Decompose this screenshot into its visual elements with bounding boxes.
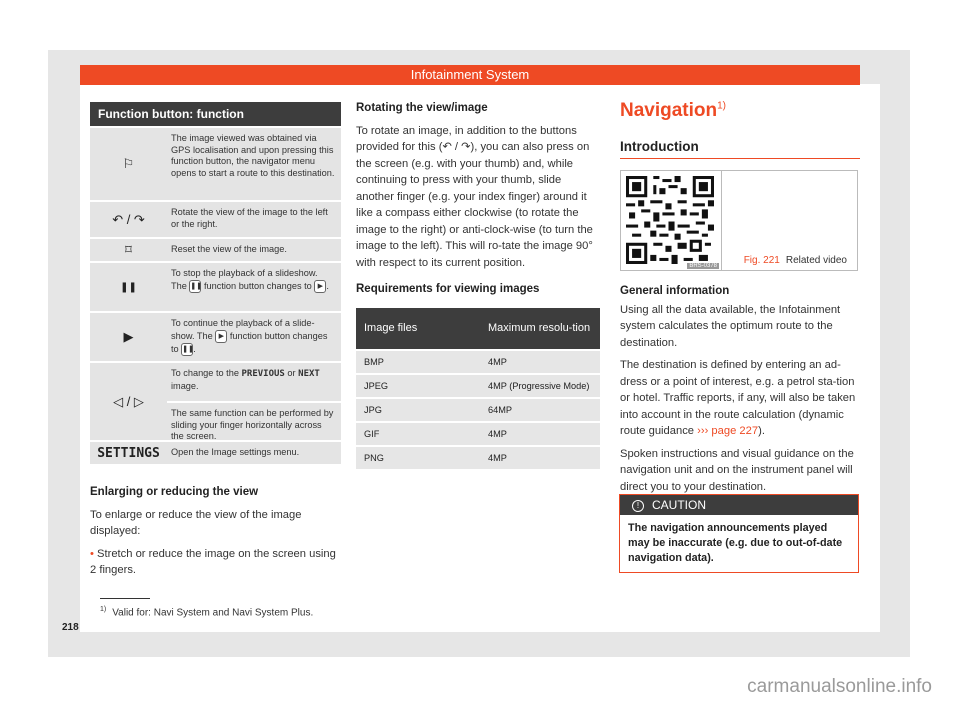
watermark: carmanualsonline.info: [747, 676, 932, 697]
table-row: PNG 4MP: [356, 445, 600, 469]
col-image-files: Image files: [364, 322, 418, 334]
guidance-paragraph: Spoken instructions and visual guidance on the navigation unit and on the instrument panel will direct you to your destination.: [620, 447, 854, 493]
rotate-icon: ↶ / ↷: [442, 141, 471, 153]
row-text: The image viewed was obtained via GPS localisation and upon pressing this function button, the navigator menu opens to start a route to this destination.: [171, 133, 335, 178]
footnote: $^{1)}$ Valid for: Navi System and Navi System Plus.: [100, 606, 314, 619]
general-info-paragraph: Using all the data available, the Infotainment system calculates the optimum route to the destination.: [620, 303, 841, 349]
table-row: GIF 4MP: [356, 421, 600, 445]
image-table-header: [356, 308, 600, 349]
caution-box: [619, 494, 859, 573]
page-number: 218: [62, 622, 79, 633]
destination-paragraph: The destination is defined by entering an ad-dress or a point of interest, e.g. a petrol sta-tion or hotel. Traffic reports, if any, will also be taken into account in the route calculation (dynamic route guidance ››› page 227).: [620, 359, 856, 437]
caution-header: ! CAUTION: [620, 495, 858, 515]
flag-icon: ⚐: [122, 156, 135, 171]
page-link[interactable]: ››› page 227: [697, 425, 759, 437]
pause-button-icon: ❚❚: [189, 280, 201, 293]
table-row: BMP 4MP: [356, 349, 600, 373]
function-table: [90, 102, 341, 464]
image-table: [356, 308, 600, 469]
enlarge-paragraph: To enlarge or reduce the view of the image displayed:: [90, 508, 302, 537]
table-row: [90, 440, 341, 464]
col-max-resolution: Maximum resolu-tion: [488, 322, 591, 334]
enlarge-heading: Enlarging or reducing the view: [90, 486, 259, 498]
caution-text: The navigation announcements played may be inaccurate (e.g. due to out-of-date navigation data).: [620, 515, 858, 572]
row-text: Rotate the view of the image to the left or the right.: [171, 207, 328, 229]
table-row: [90, 237, 341, 261]
rotate-paragraph: To rotate an image, in addition to the buttons provided for this (↶ / ↷), you can also press on the screen (e.g. with your thumb) and, while continuing to press with your thumb, slide another finger (e.g. your index finger) around it like a compass either clockwise (to rotate the image to the right) or anti-clock-wise (to turn the image to the left). This will ro-tate the image 90° with respect to its current position.: [356, 124, 593, 269]
enlarge-bullet: • Stretch or reduce the image on the screen using 2 fingers.: [90, 547, 336, 576]
divider: [620, 158, 860, 159]
rotate-icon: ↶ / ↷: [112, 211, 145, 227]
row-text: Open the Image settings menu.: [171, 447, 300, 457]
table-row: [90, 126, 341, 200]
rotate-section: [356, 100, 602, 304]
row-text: To stop the playback of a slideshow. The ❚❚ function button changes to ▶ .: [167, 263, 341, 311]
qr-code-icon[interactable]: [621, 171, 722, 270]
general-info-heading: General information: [620, 285, 730, 297]
table-row: [90, 261, 341, 311]
pause-icon: ❚❚: [120, 281, 137, 293]
row-text: To change to the PREVIOUS or NEXT image. The same function can be performed by sliding your finger horizontally across the screen.: [167, 363, 341, 440]
table-row: [90, 200, 341, 237]
row-text: Reset the view of the image.: [171, 244, 287, 254]
row-text: To continue the playback of a slide-show. The ▶ function button changes to ❚❚.: [167, 313, 341, 361]
footnote-divider: [100, 598, 150, 599]
enlarge-section: [90, 484, 340, 585]
play-button-icon: ▶: [314, 280, 326, 293]
reset-view-icon: ⌑: [125, 242, 132, 257]
figure-caption: Fig. 221 Related video: [743, 255, 847, 266]
table-row: JPG 64MP: [356, 397, 600, 421]
qr-code-label: BRS-0378: [689, 263, 717, 269]
requirements-heading: Requirements for viewing images: [356, 283, 540, 295]
table-row: [90, 361, 341, 440]
rotate-heading: Rotating the view/image: [356, 102, 488, 114]
navigation-title: Navigation$^{1)}$: [620, 100, 727, 121]
function-table-heading: Function button: function: [90, 102, 341, 126]
alert-icon: !: [632, 500, 644, 512]
figure-221: [620, 170, 858, 271]
play-button-icon: ▶: [215, 330, 227, 343]
pause-button-icon: ❚❚: [181, 343, 193, 356]
table-row: [90, 311, 341, 361]
chapter-header: Infotainment System: [80, 65, 860, 85]
table-row: JPEG 4MP (Progressive Mode): [356, 373, 600, 397]
general-info-section: [620, 283, 860, 501]
qr-code-graphic: [626, 176, 714, 264]
introduction-heading: Introduction: [620, 139, 699, 154]
prev-next-icon: ◁ / ▷: [113, 393, 144, 409]
play-icon: ▶: [123, 329, 134, 344]
settings-label: SETTINGS: [97, 445, 160, 461]
